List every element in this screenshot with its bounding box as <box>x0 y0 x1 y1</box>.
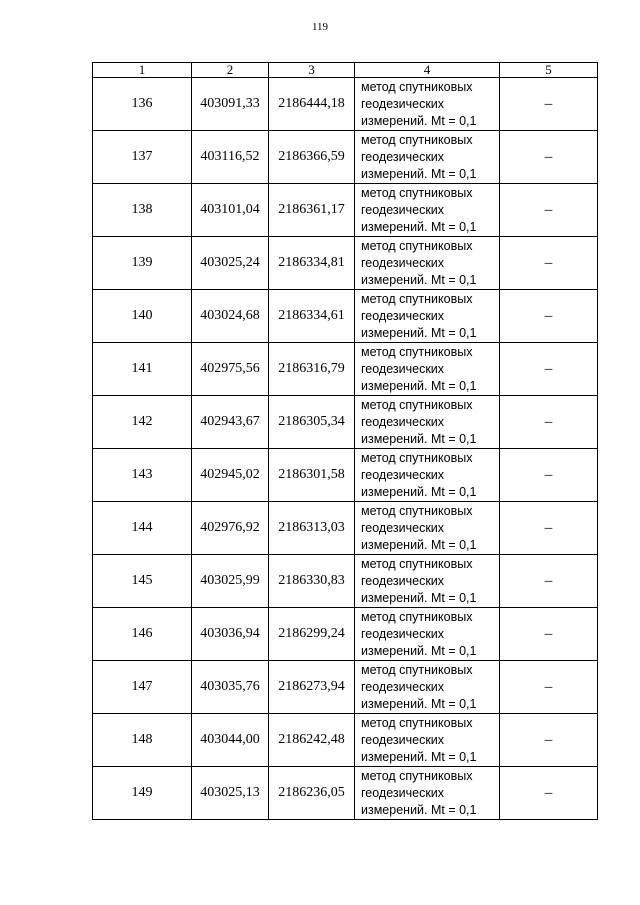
method-cell <box>355 396 500 449</box>
column-header: 3 <box>269 63 355 78</box>
note-cell: – <box>500 608 598 661</box>
table-row <box>93 555 598 608</box>
method-text-line: метод спутниковых <box>361 556 473 571</box>
table-row <box>93 131 598 184</box>
x-coordinate-cell: 402943,67 <box>192 396 269 449</box>
table-row <box>93 290 598 343</box>
method-text-line: геодезических <box>361 308 445 323</box>
table-row <box>93 608 598 661</box>
method-text-line: измерений. Mt = 0,1 <box>361 431 477 446</box>
method-text-line: метод спутниковых <box>361 344 473 359</box>
point-number-cell: 138 <box>93 184 192 237</box>
method-text-line: геодезических <box>361 467 445 482</box>
method-text-line: измерений. Mt = 0,1 <box>361 272 477 287</box>
note-cell: – <box>500 502 598 555</box>
method-text-line: геодезических <box>361 520 445 535</box>
method-text-line: измерений. Mt = 0,1 <box>361 802 477 817</box>
column-header: 1 <box>93 63 192 78</box>
method-text-line: метод спутниковых <box>361 768 473 783</box>
method-text-line: метод спутниковых <box>361 79 473 94</box>
table-header-row <box>93 63 598 78</box>
method-text-line: геодезических <box>361 149 445 164</box>
method-text-line: геодезических <box>361 732 445 747</box>
table-row <box>93 767 598 820</box>
table-row <box>93 78 598 131</box>
x-coordinate-cell: 403025,24 <box>192 237 269 290</box>
table-row <box>93 237 598 290</box>
y-coordinate-cell: 2186444,18 <box>269 78 355 131</box>
x-coordinate-cell: 403025,13 <box>192 767 269 820</box>
point-number-cell: 136 <box>93 78 192 131</box>
method-cell <box>355 449 500 502</box>
point-number-cell: 148 <box>93 714 192 767</box>
y-coordinate-cell: 2186334,81 <box>269 237 355 290</box>
method-text-line: геодезических <box>361 626 445 641</box>
x-coordinate-cell: 403101,04 <box>192 184 269 237</box>
method-cell <box>355 78 500 131</box>
method-cell <box>355 661 500 714</box>
note-cell: – <box>500 343 598 396</box>
point-number-cell: 139 <box>93 237 192 290</box>
x-coordinate-cell: 403025,99 <box>192 555 269 608</box>
table-row <box>93 396 598 449</box>
x-coordinate-cell: 403116,52 <box>192 131 269 184</box>
y-coordinate-cell: 2186334,61 <box>269 290 355 343</box>
method-text-line: геодезических <box>361 414 445 429</box>
column-header: 2 <box>192 63 269 78</box>
method-text-line: измерений. Mt = 0,1 <box>361 590 477 605</box>
note-cell: – <box>500 290 598 343</box>
method-cell <box>355 608 500 661</box>
method-cell <box>355 131 500 184</box>
page-number: 119 <box>311 21 329 33</box>
y-coordinate-cell: 2186305,34 <box>269 396 355 449</box>
column-header: 5 <box>500 63 598 78</box>
method-text-line: геодезических <box>361 255 445 270</box>
method-text-line: измерений. Mt = 0,1 <box>361 696 477 711</box>
method-text-line: измерений. Mt = 0,1 <box>361 643 477 658</box>
point-number-cell: 140 <box>93 290 192 343</box>
note-cell: – <box>500 767 598 820</box>
y-coordinate-cell: 2186316,79 <box>269 343 355 396</box>
method-cell <box>355 237 500 290</box>
table-row <box>93 449 598 502</box>
method-text-line: измерений. Mt = 0,1 <box>361 219 477 234</box>
method-text-line: метод спутниковых <box>361 503 473 518</box>
point-number-cell: 147 <box>93 661 192 714</box>
method-text-line: измерений. Mt = 0,1 <box>361 325 477 340</box>
y-coordinate-cell: 2186361,17 <box>269 184 355 237</box>
point-number-cell: 141 <box>93 343 192 396</box>
table-row <box>93 343 598 396</box>
note-cell: – <box>500 661 598 714</box>
point-number-cell: 144 <box>93 502 192 555</box>
x-coordinate-cell: 403036,94 <box>192 608 269 661</box>
y-coordinate-cell: 2186299,24 <box>269 608 355 661</box>
method-text-line: метод спутниковых <box>361 291 473 306</box>
method-text-line: метод спутниковых <box>361 450 473 465</box>
note-cell: – <box>500 184 598 237</box>
method-text-line: геодезических <box>361 679 445 694</box>
method-cell <box>355 343 500 396</box>
method-cell <box>355 714 500 767</box>
note-cell: – <box>500 78 598 131</box>
y-coordinate-cell: 2186242,48 <box>269 714 355 767</box>
x-coordinate-cell: 403035,76 <box>192 661 269 714</box>
table-row <box>93 184 598 237</box>
note-cell: – <box>500 449 598 502</box>
method-cell <box>355 184 500 237</box>
table-row <box>93 714 598 767</box>
method-cell <box>355 290 500 343</box>
y-coordinate-cell: 2186273,94 <box>269 661 355 714</box>
point-number-cell: 146 <box>93 608 192 661</box>
note-cell: – <box>500 131 598 184</box>
method-text-line: измерений. Mt = 0,1 <box>361 484 477 499</box>
column-header: 4 <box>355 63 500 78</box>
method-cell <box>355 767 500 820</box>
coordinates-table <box>92 62 598 820</box>
y-coordinate-cell: 2186330,83 <box>269 555 355 608</box>
method-text-line: геодезических <box>361 785 445 800</box>
table-row <box>93 661 598 714</box>
x-coordinate-cell: 402975,56 <box>192 343 269 396</box>
x-coordinate-cell: 402976,92 <box>192 502 269 555</box>
method-text-line: измерений. Mt = 0,1 <box>361 749 477 764</box>
note-cell: – <box>500 555 598 608</box>
method-text-line: измерений. Mt = 0,1 <box>361 166 477 181</box>
y-coordinate-cell: 2186366,59 <box>269 131 355 184</box>
note-cell: – <box>500 237 598 290</box>
point-number-cell: 149 <box>93 767 192 820</box>
method-text-line: измерений. Mt = 0,1 <box>361 537 477 552</box>
point-number-cell: 143 <box>93 449 192 502</box>
y-coordinate-cell: 2186313,03 <box>269 502 355 555</box>
method-text-line: геодезических <box>361 573 445 588</box>
x-coordinate-cell: 402945,02 <box>192 449 269 502</box>
method-text-line: геодезических <box>361 361 445 376</box>
method-text-line: геодезических <box>361 202 445 217</box>
point-number-cell: 137 <box>93 131 192 184</box>
method-text-line: измерений. Mt = 0,1 <box>361 113 477 128</box>
x-coordinate-cell: 403024,68 <box>192 290 269 343</box>
method-text-line: геодезических <box>361 96 445 111</box>
y-coordinate-cell: 2186301,58 <box>269 449 355 502</box>
x-coordinate-cell: 403044,00 <box>192 714 269 767</box>
point-number-cell: 142 <box>93 396 192 449</box>
y-coordinate-cell: 2186236,05 <box>269 767 355 820</box>
point-number-cell: 145 <box>93 555 192 608</box>
method-text-line: метод спутниковых <box>361 609 473 624</box>
table-row <box>93 502 598 555</box>
method-cell <box>355 555 500 608</box>
method-text-line: метод спутниковых <box>361 397 473 412</box>
method-text-line: метод спутниковых <box>361 238 473 253</box>
note-cell: – <box>500 396 598 449</box>
method-text-line: метод спутниковых <box>361 662 473 677</box>
method-text-line: метод спутниковых <box>361 185 473 200</box>
x-coordinate-cell: 403091,33 <box>192 78 269 131</box>
method-text-line: метод спутниковых <box>361 132 473 147</box>
method-text-line: метод спутниковых <box>361 715 473 730</box>
method-cell <box>355 502 500 555</box>
note-cell: – <box>500 714 598 767</box>
method-text-line: измерений. Mt = 0,1 <box>361 378 477 393</box>
